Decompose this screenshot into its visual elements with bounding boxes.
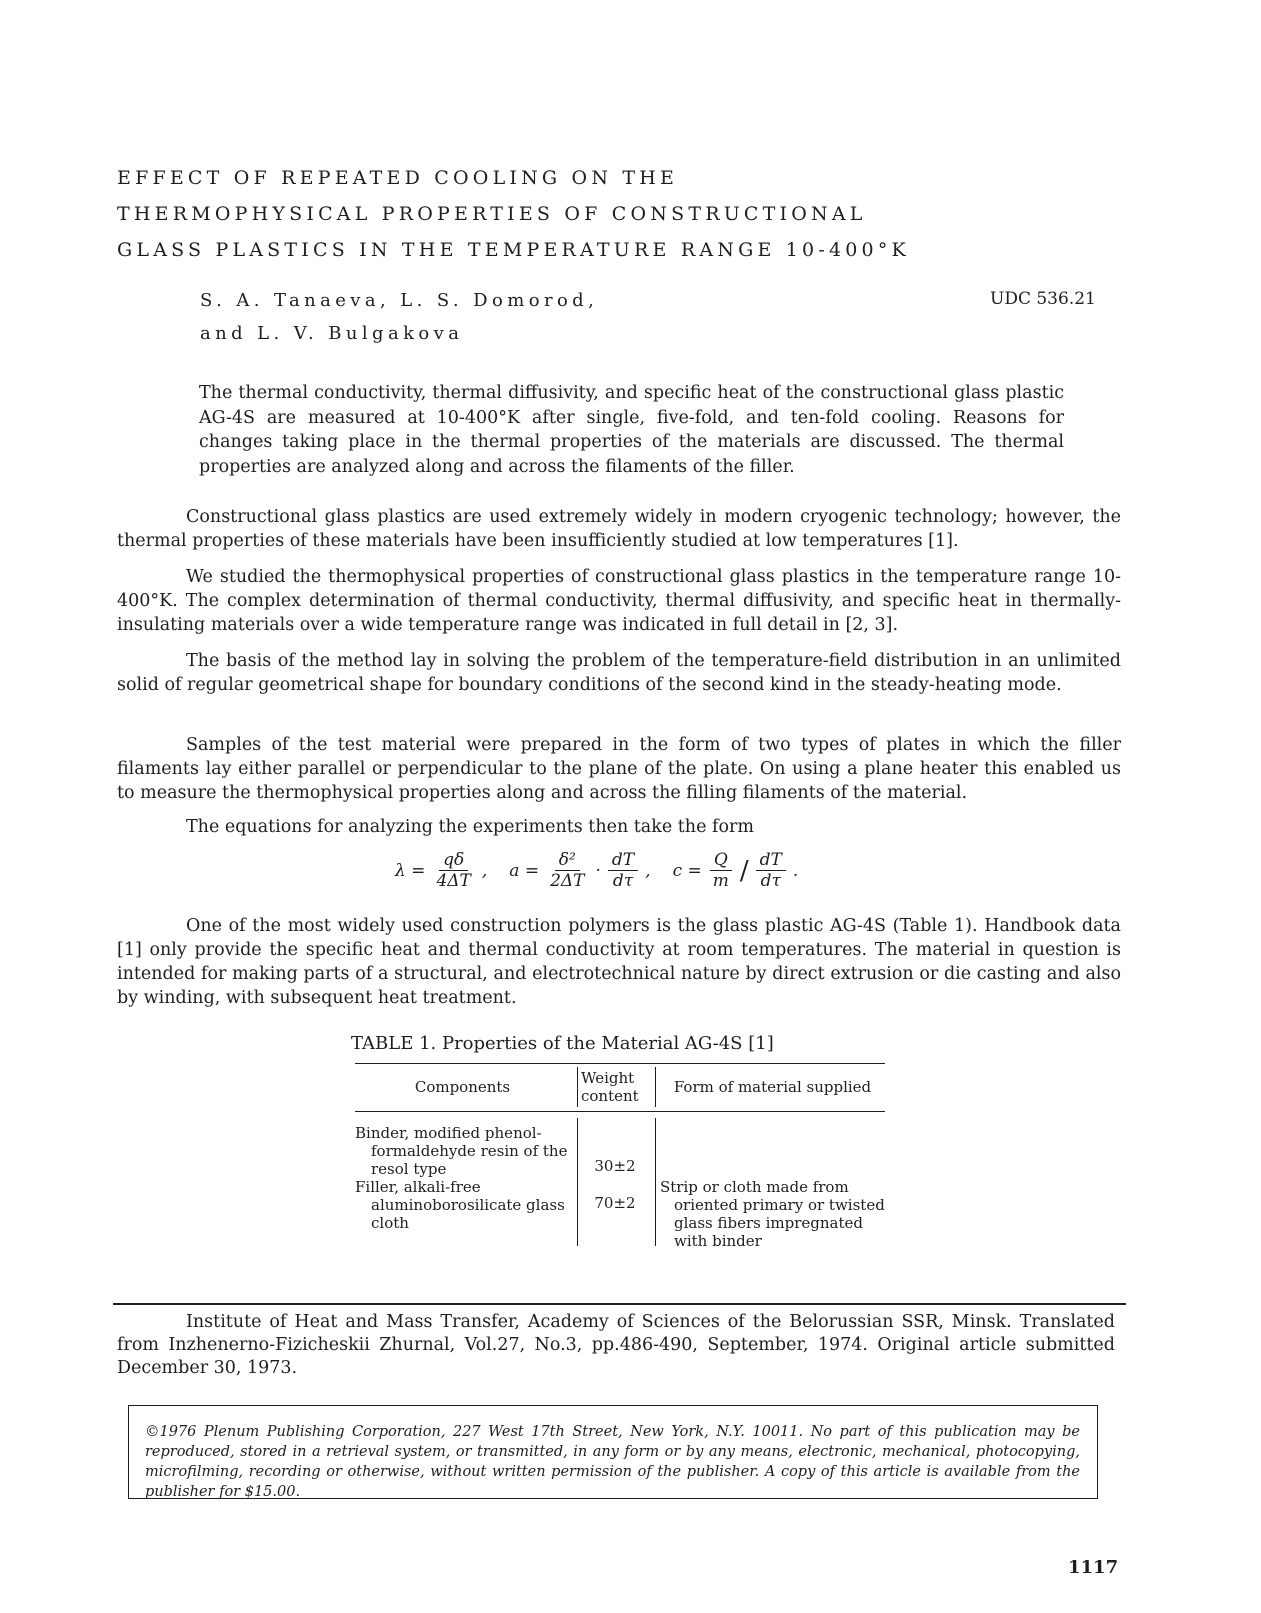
eq-c-mid: / [739, 855, 749, 886]
eq-a-num: δ² [555, 850, 580, 871]
table-divider-2 [655, 1067, 656, 1107]
eq-c-den: m [712, 871, 729, 891]
eq-a-fraction-2 [608, 850, 638, 891]
paragraph-4: Samples of the test material were prepared in the form of two types of plates in which the filler filaments lay either parallel or perpendicular to the plane of the plate. On using a plane heater this enabled us to measure the thermophysical properties along and across the filling filaments of the material. [117, 735, 1121, 803]
eq-c-num: Q [710, 850, 732, 871]
eq-c-den2: dτ [760, 871, 781, 891]
equation-lambda [395, 850, 487, 891]
title-line-1: EFFECT OF REPEATED COOLING ON THE [117, 167, 679, 189]
eq-a-trail: , [645, 860, 651, 881]
table-1 [355, 1063, 885, 1251]
table-header-components: Components [414, 1078, 511, 1096]
eq-a-den2: dτ [612, 871, 634, 891]
authors-line-2: and L. V. Bulgakova [200, 323, 464, 344]
title-line-2: THERMOPHYSICAL PROPERTIES OF CONSTRUCTIONAL [117, 203, 867, 225]
equation-c [673, 850, 799, 891]
table-header-weight: Weight content [581, 1069, 639, 1105]
eq-c-fraction-1 [709, 850, 733, 891]
table-caption: TABLE 1. Properties of the Material AG-4S [1] [351, 1033, 774, 1054]
table-row-filler: Filler, alkali-free aluminoborosilicate glass cloth [355, 1178, 565, 1232]
authors-line-1: S. A. Tanaeva, L. S. Domorod, [200, 290, 599, 311]
table-divider-1 [577, 1067, 578, 1107]
table-form-supplied: Strip or cloth made from oriented primary or twisted glass fibers impregnated with binder [660, 1178, 885, 1250]
eq-a-num2: dT [608, 850, 638, 871]
table-divider-4 [655, 1118, 656, 1246]
eq-lambda-fraction [432, 850, 474, 891]
paragraph-1: Constructional glass plastics are used extremely widely in modern cryogenic technology; however, the thermal properties of these materials have been insufficiently studied at low temperatures [1]. [117, 507, 1121, 551]
eq-lambda-num: qδ [439, 850, 468, 871]
abstract: The thermal conductivity, thermal diffusivity, and specific heat of the constructional glass plastic AG-4S are measured at 10-400°K after single, five-fold, and ten-fold cooling. Reasons for changes taking place in the thermal properties of the materials are discussed. The thermal properties are analyzed along and across the filaments of the filler. [199, 383, 1064, 477]
eq-lambda-lhs: λ = [395, 860, 426, 881]
eq-lambda-trail: , [481, 860, 488, 881]
eq-a-mid: · [595, 860, 601, 881]
eq-a-fraction-1 [546, 850, 588, 891]
table-header-form: Form of material supplied [673, 1078, 872, 1096]
udc-code: UDC 536.21 [990, 289, 1096, 309]
eq-a-lhs: a = [509, 860, 540, 881]
table-row-binder: Binder, modified phenol-formaldehyde resin of the resol type [355, 1124, 568, 1178]
title-line-3: GLASS PLASTICS IN THE TEMPERATURE RANGE 10-400°K [117, 239, 910, 261]
eq-c-fraction-2 [756, 850, 786, 891]
table-top-rule [355, 1063, 885, 1064]
equation-lead: The equations for analyzing the experiments then take the form [186, 817, 754, 837]
paragraph-5: One of the most widely used construction polymers is the glass plastic AG-4S (Table 1). Handbook data [1] only provide the specific heat and thermal conductivity at room temperatures. The material in question is intended for making parts of a structural, and electrotechnical nature by direct extrusion or die casting and also by winding, with subsequent heat treatment. [117, 916, 1121, 1008]
eq-lambda-den: 4ΔT [436, 871, 471, 891]
paragraph-2: We studied the thermophysical properties of constructional glass plastics in the temperature range 10-400°K. The complex determination of thermal conductivity, thermal diffusivity, and specific heat in thermally-insulating materials over a wide temperature range was indicated in full detail in [2, 3]. [117, 567, 1121, 635]
footnote-rule [113, 1303, 1126, 1305]
affiliation-footnote: Institute of Heat and Mass Transfer, Academy of Sciences of the Belorussian SSR, Minsk. Translated from Inzhenerno-Fizicheskii Zhurnal, Vol.27, No.3, pp.486-490, September, 1974. Original article submitted December 30, 1973. [117, 1312, 1115, 1378]
copyright-notice: ©1976 Plenum Publishing Corporation, 227 West 17th Street, New York, N.Y. 10011. No part of this publication may be reproduced, stored in a retrieval system, or transmitted, in any form or by any means, electronic, mechanical, photocopying, microfilming, recording or otherwise, without written permission of the publisher. A copy of this article is available from the publisher for $15.00. [145, 1424, 1080, 1500]
eq-c-lhs: c = [672, 860, 702, 881]
eq-c-trail: . [792, 860, 799, 881]
table-header-rule [355, 1111, 885, 1112]
eq-c-num2: dT [756, 850, 786, 871]
page-number: 1117 [1068, 1557, 1119, 1578]
equation-a [509, 850, 650, 891]
paragraph-3: The basis of the method lay in solving the problem of the temperature-field distribution in an unlimited solid of regular geometrical shape for boundary conditions of the second kind in the steady-heating mode. [117, 651, 1121, 695]
authors [200, 284, 598, 350]
eq-a-den: 2ΔT [550, 871, 585, 891]
equations [395, 850, 798, 891]
table-row-binder-weight: 30±2 [594, 1157, 636, 1175]
table-row-filler-weight: 70±2 [594, 1194, 636, 1212]
